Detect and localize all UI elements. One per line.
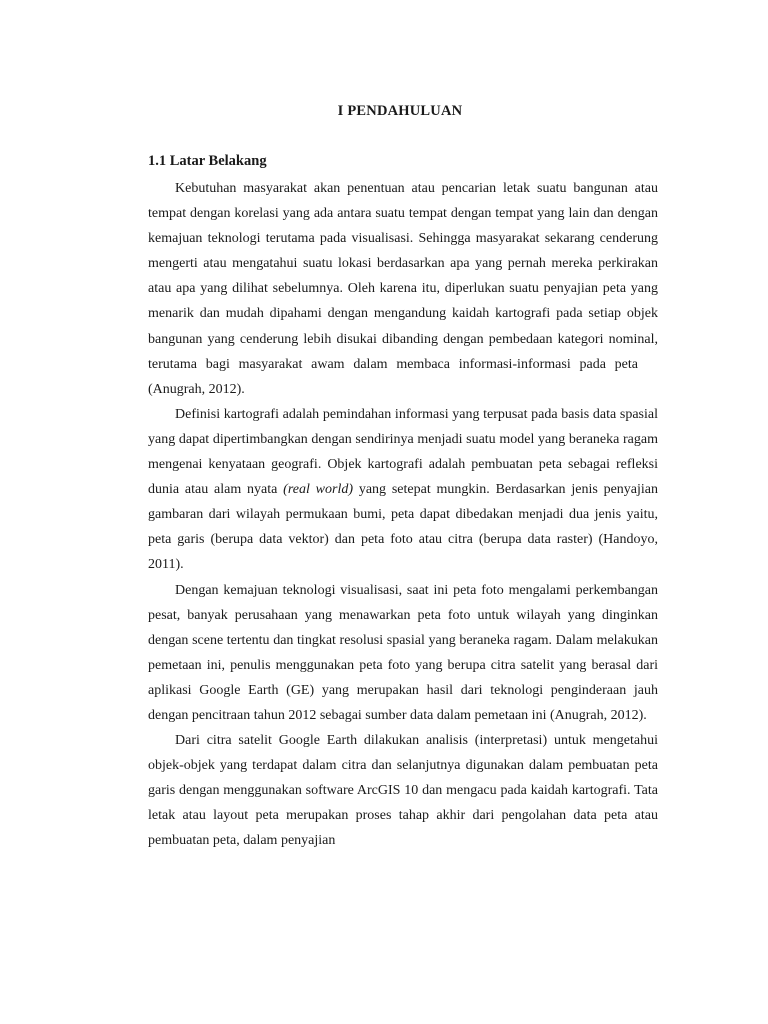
paragraph-1-text: Kebutuhan masyarakat akan penentuan atau pencarian letak suatu bangunan atau tempat dengan korelasi yang ada antara suatu tempat dengan tempat yang lain dan dengan kemajuan teknologi terutama pada visualisasi. Sehingga masyarakat sekarang cenderung mengerti atau mengatahui suatu lokasi berdasarkan apa yang pernah mereka perkirakan atau apa yang dilihat sebelumnya. Oleh karena itu, diperlukan suatu penyajian peta yang menarik dan mudah dipahami dengan mengandung kaidah kartografi pada setiap objek bangunan yang cenderung lebih disukai dibanding dengan pembedaan kategori nominal, terutama bagi masyarakat awam dalam membaca informasi-informasi pada peta — [148, 181, 658, 372]
paragraph-3: Dengan kemajuan teknologi visualisasi, saat ini peta foto mengalami perkembangan pesat, banyak perusahaan yang menawarkan peta foto untuk wilayah yang dinginkan dengan scene tertentu dan tingkat resolusi spasial yang beraneka ragam. Dalam melakukan pemetaan ini, penulis menggunakan peta foto yang berupa citra satelit yang berasal dari aplikasi Google Earth (GE) yang merupakan hasil dari teknologi penginderaan jauh dengan pencitraan tahun 2012 sebagai sumber data dalam pemetaan ini (Anugrah, 2012). — [148, 582, 658, 723]
paragraph-1-citation: (Anugrah, 2012). — [148, 381, 245, 397]
paragraph-2-text-start: Definisi kartografi adalah pemindahan informasi yang terpusat pada basis data spasial yang dapat dipertimbangkan dengan sendirinya menjadi suatu model yang beraneka ragam mengenai kenyataan geografi. Objek kartografi adalah pembuatan peta sebagai refleksi dunia atau alam nyata — [148, 406, 658, 498]
body-text — [148, 176, 658, 854]
section-heading: 1.1 Latar Belakang — [148, 153, 267, 169]
paragraph-4: Dari citra satelit Google Earth dilakukan analisis (interpretasi) untuk mengetahui objek-objek yang terdapat dalam citra dan selanjutnya digunakan dalam pembuatan peta garis dengan menggunakan software ArcGIS 10 dan mengacu pada kaidah kartografi. Tata letak atau layout peta merupakan proses tahap akhir dari pengolahan data peta atau pembuatan peta, dalam penyajian — [148, 733, 658, 849]
paragraph-2 — [148, 402, 658, 578]
paragraph-1 — [148, 176, 658, 402]
chapter-title: I PENDAHULUAN — [337, 103, 463, 119]
italic-term: (real world) — [283, 482, 354, 498]
paragraph-2-text-end: yang setepat mungkin. Berdasarkan jenis penyajian gambaran dari wilayah permukaan bumi, peta dapat dibedakan menjadi dua jenis yaitu, peta garis (berupa data vektor) dan peta foto atau citra (berupa data raster) (Handoyo, 2011). — [148, 482, 659, 573]
